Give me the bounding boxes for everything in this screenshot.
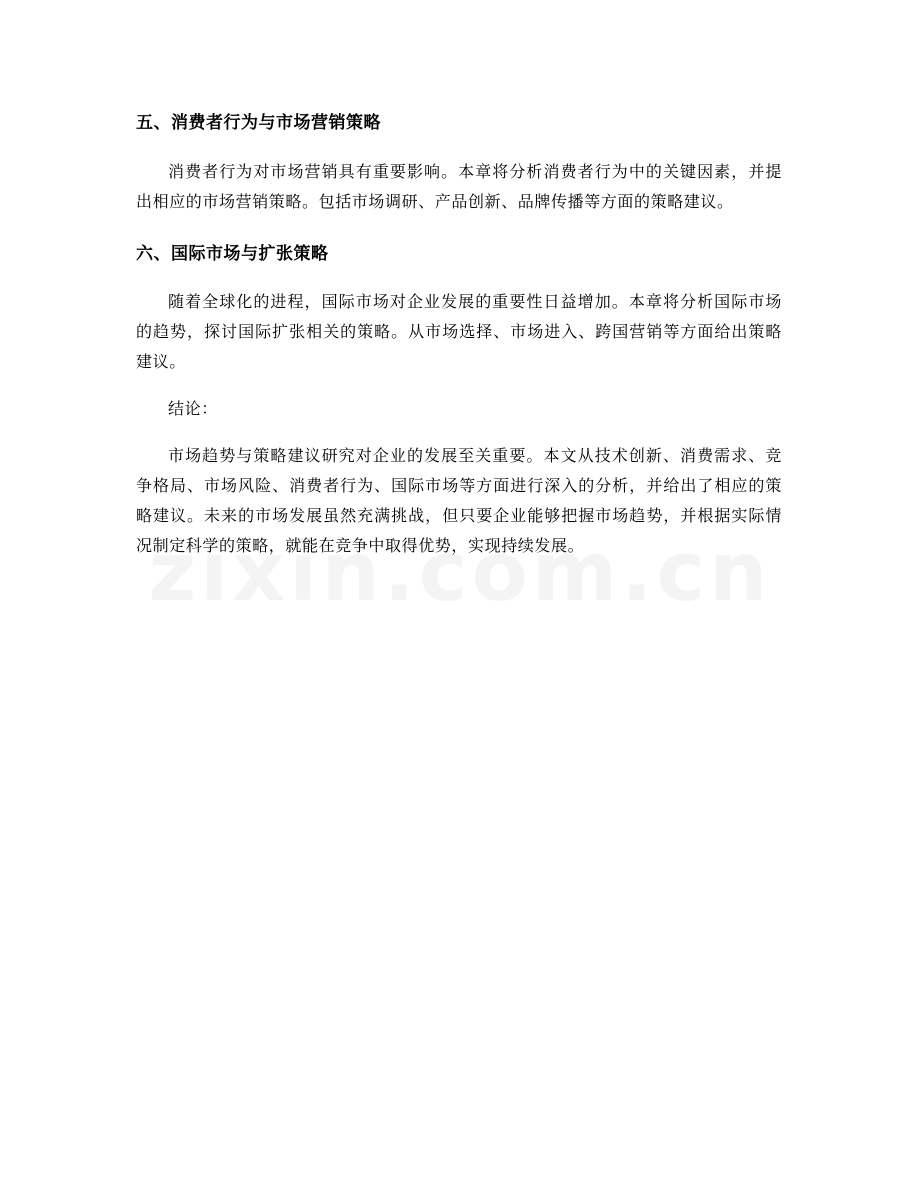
section-5-heading: 五、消费者行为与市场营销策略 (136, 113, 381, 133)
section-6-paragraph: 随着全球化的进程，国际市场对企业发展的重要性日益增加。本章将分析国际市场的趋势，探讨国际扩张相关的策略。从市场选择、市场进入、跨国营销等方面给出策略建议。 (136, 292, 782, 371)
conclusion-label: 结论： (168, 399, 218, 418)
section-6-heading: 六、国际市场与扩张策略 (136, 244, 329, 264)
document-content (136, 108, 782, 561)
section-5-paragraph: 消费者行为对市场营销具有重要影响。本章将分析消费者行为中的关键因素，并提出相应的市场营销策略。包括市场调研、产品创新、品牌传播等方面的策略建议。 (136, 162, 782, 211)
conclusion-paragraph: 市场趋势与策略建议研究对企业的发展至关重要。本文从技术创新、消费需求、竞争格局、市场风险、消费者行为、国际市场等方面进行深入的分析，并给出了相应的策略建议。未来的市场发展虽然充满挑战，但只要企业能够把握市场趋势，并根据实际情况制定科学的策略，就能在竞争中取得优势，实现持续发展。 (136, 446, 782, 555)
